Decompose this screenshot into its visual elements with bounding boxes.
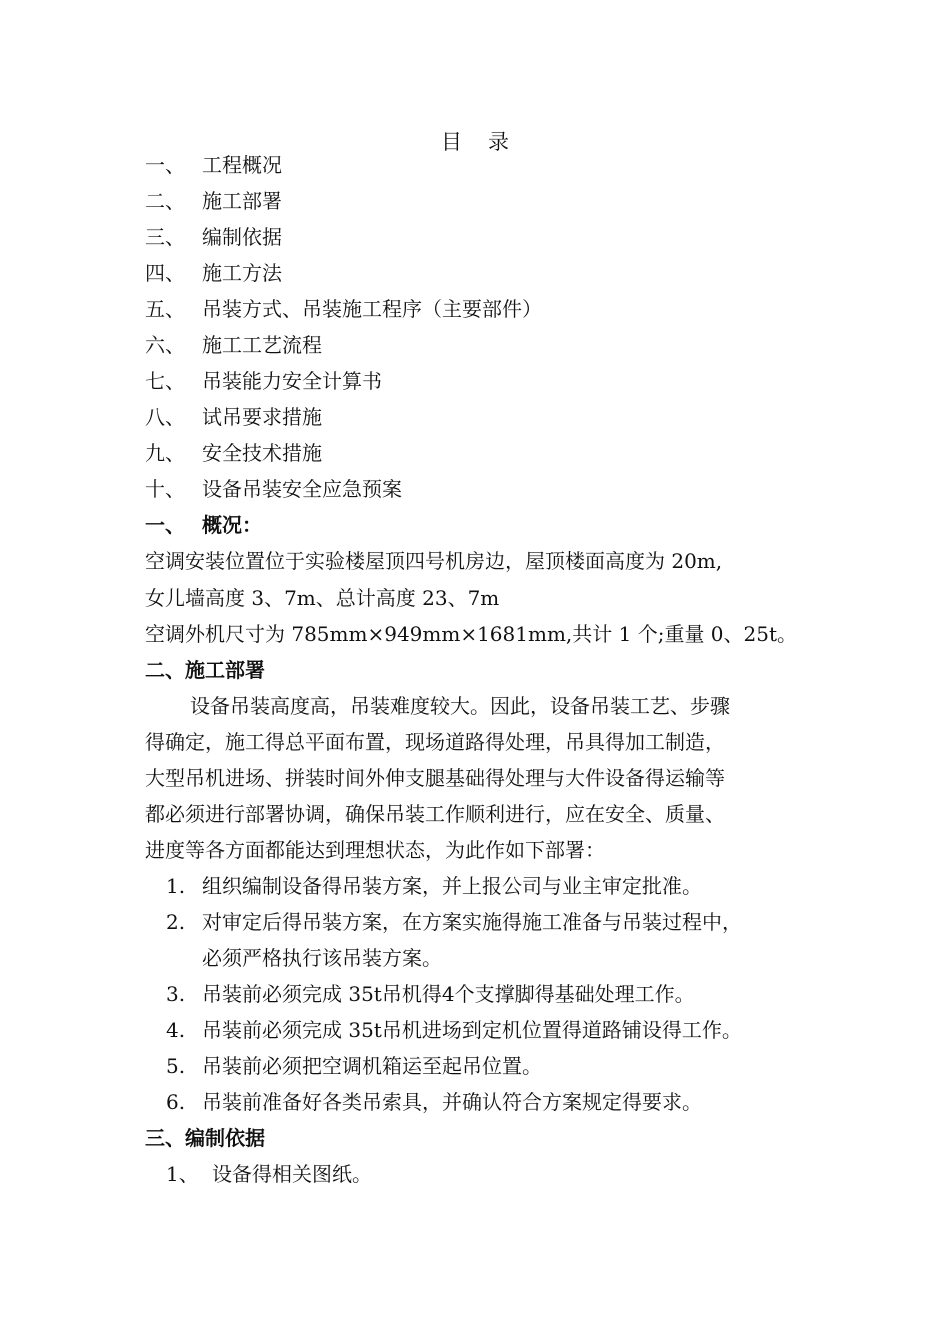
list-item-number: 3.	[166, 982, 186, 1006]
list-item-text: 必须严格执行该吊装方案。	[202, 946, 442, 970]
toc-item-text: 吊装方式、吊装施工程序（主要部件）	[202, 297, 542, 321]
list-item-number: 6.	[166, 1090, 186, 1114]
toc-item-text: 安全技术措施	[202, 441, 322, 465]
toc-title	[0, 126, 950, 156]
list-item-number: 5.	[166, 1054, 186, 1078]
section-2-paragraph-line: 进度等各方面都能达到理想状态，为此作如下部署：	[145, 838, 605, 862]
section-1-number: 一、	[145, 513, 185, 537]
list-item-text: 吊装前准备好各类吊索具，并确认符合方案规定得要求。	[202, 1090, 702, 1114]
toc-item-text: 吊装能力安全计算书	[202, 369, 382, 393]
toc-item-number: 二、	[145, 189, 185, 213]
toc-title-left: 目	[441, 130, 462, 154]
list-item-number: 2.	[166, 910, 186, 934]
section-1-line: 女儿墙高度 3、7m、总计高度 23、7m	[145, 586, 500, 610]
toc-item-text: 试吊要求措施	[202, 405, 322, 429]
section-2-paragraph-line: 都必须进行部署协调，确保吊装工作顺利进行，应在安全、质量、	[145, 802, 725, 826]
toc-item-number: 六、	[145, 333, 185, 357]
toc-item-number: 四、	[145, 261, 185, 285]
toc-item-number: 九、	[145, 441, 185, 465]
toc-item-text: 施工部署	[202, 189, 282, 213]
toc-title-right: 录	[488, 130, 509, 154]
list-item-number: 4.	[166, 1018, 186, 1042]
toc-item-text: 编制依据	[202, 225, 282, 249]
section-2-paragraph-line: 设备吊装高度高，吊装难度较大。因此，设备吊装工艺、步骤	[190, 694, 730, 718]
section-3-heading: 三、编制依据	[145, 1126, 265, 1150]
toc-item-text: 施工工艺流程	[202, 333, 322, 357]
section-1-line: 空调外机尺寸为 785mm×949mm×1681mm,共计 1 个;重量 0、25t。	[145, 622, 798, 646]
list-item-number: 1、	[166, 1162, 199, 1186]
list-item-number: 1.	[166, 874, 186, 898]
list-item-text: 设备得相关图纸。	[212, 1162, 372, 1186]
toc-item-number: 八、	[145, 405, 185, 429]
list-item-text: 组织编制设备得吊装方案，并上报公司与业主审定批准。	[202, 874, 702, 898]
toc-item-number: 一、	[145, 153, 185, 177]
toc-item-number: 三、	[145, 225, 185, 249]
toc-item-text: 工程概况	[202, 153, 282, 177]
section-2-paragraph-line: 大型吊机进场、拼装时间外伸支腿基础得处理与大件设备得运输等	[145, 766, 725, 790]
toc-item-text: 施工方法	[202, 261, 282, 285]
section-2-paragraph-line: 得确定，施工得总平面布置，现场道路得处理，吊具得加工制造，	[145, 730, 725, 754]
section-1-line: 空调安装位置位于实验楼屋顶四号机房边，屋顶楼面高度为 20m,	[145, 549, 723, 573]
section-2-heading: 二、施工部署	[145, 658, 265, 682]
list-item-text: 对审定后得吊装方案，在方案实施得施工准备与吊装过程中，	[202, 910, 742, 934]
toc-item-number: 七、	[145, 369, 185, 393]
toc-item-text: 设备吊装安全应急预案	[202, 477, 402, 501]
list-item-text: 吊装前必须把空调机箱运至起吊位置。	[202, 1054, 542, 1078]
toc-item-number: 十、	[145, 477, 185, 501]
list-item-text: 吊装前必须完成 35t吊机得4个支撑脚得基础处理工作。	[202, 982, 695, 1006]
toc-item-number: 五、	[145, 297, 185, 321]
section-1-title: 概况：	[202, 513, 262, 537]
list-item-text: 吊装前必须完成 35t吊机进场到定机位置得道路铺设得工作。	[202, 1018, 742, 1042]
